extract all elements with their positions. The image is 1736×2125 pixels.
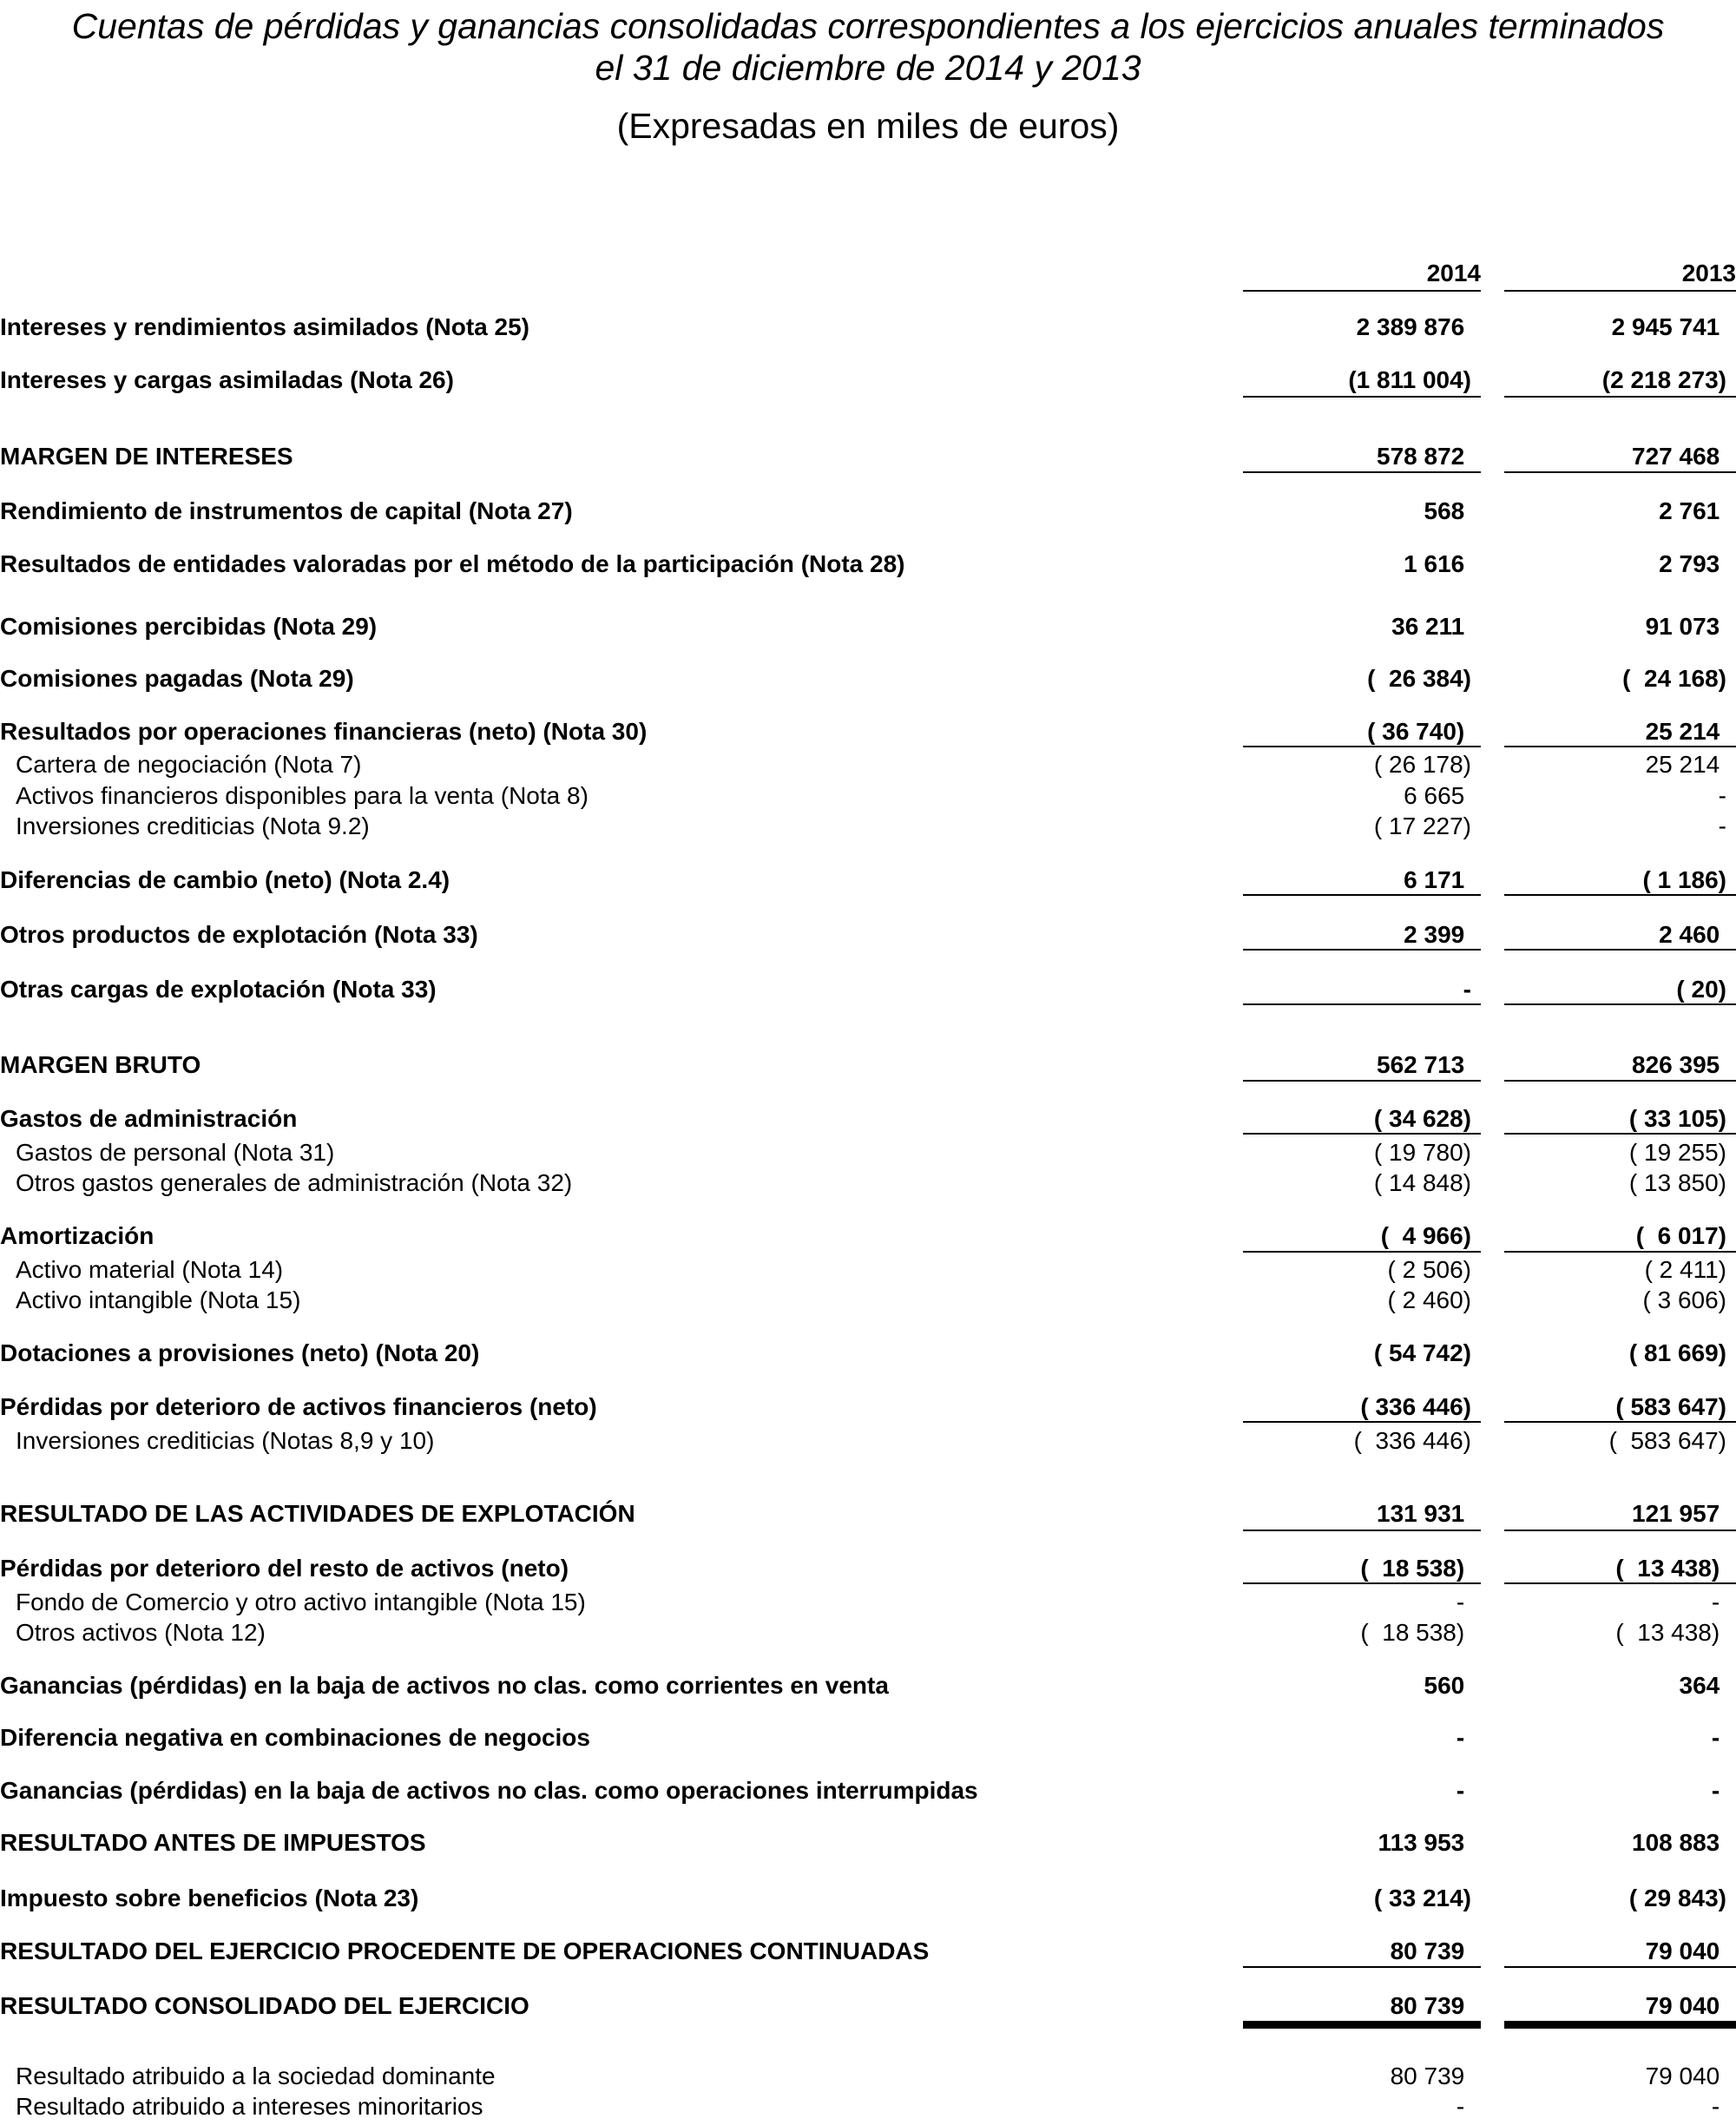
table-row — [0, 1991, 1736, 2021]
table-row — [0, 2092, 1736, 2122]
table-row — [0, 1339, 1736, 1368]
value-2014: - — [1463, 976, 1471, 1003]
value-2013: - — [1711, 1777, 1726, 1804]
row-label: Fondo de Comercio y otro activo intangible (Nota 15) — [16, 1589, 586, 1615]
row-label: Activo intangible (Nota 15) — [16, 1286, 301, 1313]
subtotal-rule — [1243, 1003, 1481, 1005]
value-2014: ( 18 538) — [1360, 1555, 1471, 1582]
value-2013: 121 957 — [1632, 1500, 1726, 1527]
value-2014: ( 336 446) — [1360, 1393, 1471, 1420]
value-2014: 578 872 — [1377, 443, 1471, 470]
value-2013: ( 13 438) — [1615, 1555, 1726, 1582]
row-label: Resultados por operaciones financieras (neto) (Nota 30) — [0, 718, 648, 745]
table-row — [0, 365, 1736, 395]
value-2013: - — [1711, 1589, 1726, 1615]
row-label: Resultado atribuido a intereses minoritarios — [16, 2093, 483, 2120]
subtotal-rule — [1243, 396, 1481, 398]
value-2014: ( 18 538) — [1360, 1619, 1471, 1646]
table-row — [0, 442, 1736, 471]
table-row — [0, 1723, 1736, 1753]
subtotal-rule — [1504, 746, 1736, 747]
value-2013: 2 945 741 — [1611, 313, 1726, 340]
row-label: Otras cargas de explotación (Nota 33) — [0, 976, 437, 1003]
table-row — [0, 975, 1736, 1004]
row-label: Activo material (Nota 14) — [16, 1256, 284, 1283]
value-2014: 560 — [1424, 1672, 1471, 1699]
subtotal-rule — [1243, 894, 1481, 896]
row-label: Gastos de administración — [0, 1105, 298, 1132]
row-label: RESULTADO CONSOLIDADO DEL EJERCICIO — [0, 1992, 529, 2019]
row-label: Intereses y cargas asimiladas (Nota 26) — [0, 366, 454, 393]
row-label: Inversiones crediticias (Nota 9.2) — [16, 812, 370, 839]
subtotal-rule — [1243, 1133, 1481, 1135]
subtotal-rule — [1243, 1582, 1481, 1584]
table-row — [0, 920, 1736, 950]
value-2014: ( 26 384) — [1367, 665, 1471, 692]
subtotal-rule — [1504, 949, 1736, 951]
value-2014: ( 34 628) — [1373, 1105, 1471, 1132]
value-2014: 2 389 876 — [1356, 313, 1471, 340]
column-header-2014: 2014 — [1243, 259, 1481, 288]
row-label: Rendimiento de instrumentos de capital (Nota 27) — [0, 497, 573, 524]
value-2014: 1 616 — [1404, 550, 1471, 577]
table-row — [0, 812, 1736, 841]
table-row — [0, 865, 1736, 895]
value-2013: - — [1711, 2093, 1726, 2120]
table-row — [0, 1776, 1736, 1806]
row-label: Pérdidas por deterioro del resto de activos (neto) — [0, 1555, 569, 1582]
table-row — [0, 1554, 1736, 1583]
value-2013: ( 6 017) — [1635, 1222, 1726, 1249]
value-2013: 108 883 — [1632, 1829, 1726, 1856]
value-2013: ( 1 186) — [1642, 866, 1726, 893]
subtotal-rule — [1504, 1133, 1736, 1135]
value-2013: ( 29 843) — [1628, 1885, 1726, 1911]
row-label: Cartera de negociación (Nota 7) — [16, 751, 362, 778]
value-2013: ( 19 255) — [1628, 1139, 1726, 1166]
row-label: Ganancias (pérdidas) en la baja de activos no clas. como corrientes en venta — [0, 1672, 889, 1699]
subtotal-rule — [1243, 471, 1481, 473]
row-label: Intereses y rendimientos asimilados (Nota 25) — [0, 313, 529, 340]
subtotal-rule — [1243, 1080, 1481, 1082]
row-label: Diferencias de cambio (neto) (Nota 2.4) — [0, 866, 450, 893]
total-rule — [1504, 2021, 1736, 2029]
table-row — [0, 1618, 1736, 1648]
value-2014: ( 17 227) — [1373, 812, 1471, 839]
value-2013: (2 218 273) — [1601, 366, 1726, 393]
row-label: Activos financieros disponibles para la venta (Nota 8) — [16, 782, 589, 809]
value-2014: ( 2 506) — [1387, 1256, 1471, 1283]
value-2014: - — [1456, 1724, 1471, 1751]
value-2014: 80 739 — [1390, 2062, 1471, 2089]
value-2014: 131 931 — [1377, 1500, 1471, 1527]
value-2014: - — [1456, 1589, 1471, 1615]
row-label: MARGEN DE INTERESES — [0, 443, 293, 470]
table-row — [0, 1168, 1736, 1198]
value-2013: 2 761 — [1659, 497, 1726, 524]
row-label: RESULTADO DE LAS ACTIVIDADES DE EXPLOTACIÓN — [0, 1500, 635, 1527]
statement-title — [0, 5, 1736, 89]
row-label: Otros gastos generales de administración (Nota 32) — [16, 1169, 573, 1196]
column-header-2013: 2013 — [1504, 259, 1736, 288]
table-row — [0, 664, 1736, 694]
table-row — [0, 1499, 1736, 1529]
row-label: Dotaciones a provisiones (neto) (Nota 20) — [0, 1339, 480, 1366]
value-2013: ( 13 850) — [1628, 1169, 1726, 1196]
row-label: Inversiones crediticias (Notas 8,9 y 10) — [16, 1427, 435, 1454]
subtotal-rule — [1504, 396, 1736, 398]
subtotal-rule — [1504, 1003, 1736, 1005]
value-2013: ( 583 647) — [1615, 1393, 1726, 1420]
value-2013: 2 460 — [1659, 921, 1726, 948]
value-2013: 91 073 — [1645, 613, 1726, 640]
row-label: MARGEN BRUTO — [0, 1051, 201, 1078]
value-2014: - — [1456, 2093, 1471, 2120]
value-2013: 79 040 — [1645, 1992, 1726, 2019]
row-label: Amortización — [0, 1222, 155, 1249]
value-2014: 36 211 — [1391, 613, 1471, 640]
row-label: Impuesto sobre beneficios (Nota 23) — [0, 1885, 419, 1911]
value-2014: 6 171 — [1404, 866, 1471, 893]
value-2013: ( 20) — [1676, 976, 1726, 1003]
value-2013: ( 81 669) — [1628, 1339, 1726, 1366]
table-row — [0, 1426, 1736, 1456]
table-row — [0, 1884, 1736, 1913]
total-rule — [1243, 2021, 1481, 2029]
statement-subtitle: (Expresadas en miles de euros) — [616, 106, 1120, 146]
value-2014: ( 36 740) — [1367, 718, 1471, 745]
title-line-1: Cuentas de pérdidas y ganancias consolidadas correspondientes a los ejercicios anuales terminados — [71, 6, 1665, 46]
value-2014: ( 19 780) — [1373, 1139, 1471, 1166]
table-row — [0, 1221, 1736, 1251]
value-2013: 79 040 — [1645, 2062, 1726, 2089]
subtotal-rule — [1504, 1582, 1736, 1584]
table-row — [0, 1050, 1736, 1080]
row-label: Resultados de entidades valoradas por el método de la participación (Nota 28) — [0, 550, 905, 577]
subtotal-rule — [1243, 1530, 1481, 1531]
table-row — [0, 1286, 1736, 1315]
table-row — [0, 2062, 1736, 2091]
table-row — [0, 1138, 1736, 1168]
value-2014: 6 665 — [1404, 782, 1471, 809]
value-2014: - — [1456, 1777, 1471, 1804]
value-2013: - — [1718, 782, 1726, 809]
title-line-2: el 31 de diciembre de 2014 y 2013 — [595, 48, 1141, 88]
value-2013: 364 — [1679, 1672, 1726, 1699]
value-2014: ( 33 214) — [1373, 1885, 1471, 1911]
value-2014: ( 4 966) — [1380, 1222, 1471, 1249]
row-label: RESULTADO ANTES DE IMPUESTOS — [0, 1829, 426, 1856]
value-2014: 113 953 — [1378, 1829, 1471, 1856]
row-label: RESULTADO DEL EJERCICIO PROCEDENTE DE OPERACIONES CONTINUADAS — [0, 1938, 930, 1964]
value-2013: ( 2 411) — [1644, 1256, 1726, 1283]
value-2013: 79 040 — [1645, 1938, 1726, 1964]
value-2014: 2 399 — [1404, 921, 1471, 948]
subtotal-rule — [1504, 1966, 1736, 1968]
subtotal-rule — [1243, 1421, 1481, 1423]
value-2013: - — [1711, 1724, 1726, 1751]
value-2013: 826 395 — [1632, 1051, 1726, 1078]
value-2013: ( 33 105) — [1628, 1105, 1726, 1132]
table-row — [0, 1937, 1736, 1966]
table-row — [0, 1104, 1736, 1134]
row-label: Pérdidas por deterioro de activos financieros (neto) — [0, 1393, 597, 1420]
subtotal-rule — [1243, 1966, 1481, 1968]
value-2013: 727 468 — [1632, 443, 1726, 470]
value-2014: 80 739 — [1390, 1992, 1471, 2019]
table-row — [0, 781, 1736, 811]
subtotal-rule — [1504, 1421, 1736, 1423]
value-2013: ( 13 438) — [1615, 1619, 1726, 1646]
subtotal-rule — [1504, 1530, 1736, 1531]
value-2013: - — [1718, 812, 1726, 839]
table-row — [0, 497, 1736, 526]
value-2014: (1 811 004) — [1348, 366, 1471, 393]
table-row — [0, 1392, 1736, 1422]
row-label: Otros activos (Nota 12) — [16, 1619, 266, 1646]
value-2013: 2 793 — [1659, 550, 1726, 577]
value-2014: 568 — [1424, 497, 1471, 524]
subtotal-rule — [1504, 1251, 1736, 1253]
table-row — [0, 1671, 1736, 1701]
row-label: Gastos de personal (Nota 31) — [16, 1139, 335, 1166]
row-label: Comisiones percibidas (Nota 29) — [0, 613, 378, 640]
value-2014: ( 14 848) — [1373, 1169, 1471, 1196]
table-row — [0, 750, 1736, 780]
value-2013: 25 214 — [1645, 751, 1726, 778]
table-row — [0, 1828, 1736, 1858]
subtotal-rule — [1504, 471, 1736, 473]
table-row — [0, 549, 1736, 579]
table-row — [0, 1255, 1736, 1285]
subtotal-rule — [1504, 1080, 1736, 1082]
value-2013: ( 24 168) — [1622, 665, 1726, 692]
subtotal-rule — [1243, 746, 1481, 747]
row-label: Comisiones pagadas (Nota 29) — [0, 665, 354, 692]
subtotal-rule — [1243, 1251, 1481, 1253]
row-label: Otros productos de explotación (Nota 33) — [0, 921, 478, 948]
table-row — [0, 612, 1736, 641]
table-row — [0, 312, 1736, 342]
value-2013: 25 214 — [1645, 718, 1726, 745]
row-label: Diferencia negativa en combinaciones de negocios — [0, 1724, 590, 1751]
row-label: Resultado atribuido a la sociedad dominante — [16, 2062, 496, 2089]
table-row — [0, 1588, 1736, 1617]
value-2014: ( 54 742) — [1373, 1339, 1471, 1366]
subtotal-rule — [1243, 949, 1481, 951]
row-label: Ganancias (pérdidas) en la baja de activos no clas. como operaciones interrumpidas — [0, 1777, 978, 1804]
value-2014: ( 336 446) — [1353, 1427, 1471, 1454]
table-row — [0, 717, 1736, 747]
value-2014: ( 26 178) — [1373, 751, 1471, 778]
value-2013: ( 3 606) — [1642, 1286, 1726, 1313]
value-2014: 562 713 — [1377, 1051, 1471, 1078]
value-2014: ( 2 460) — [1387, 1286, 1471, 1313]
subtotal-rule — [1504, 894, 1736, 896]
value-2014: 80 739 — [1390, 1938, 1471, 1964]
value-2013: ( 583 647) — [1608, 1427, 1726, 1454]
